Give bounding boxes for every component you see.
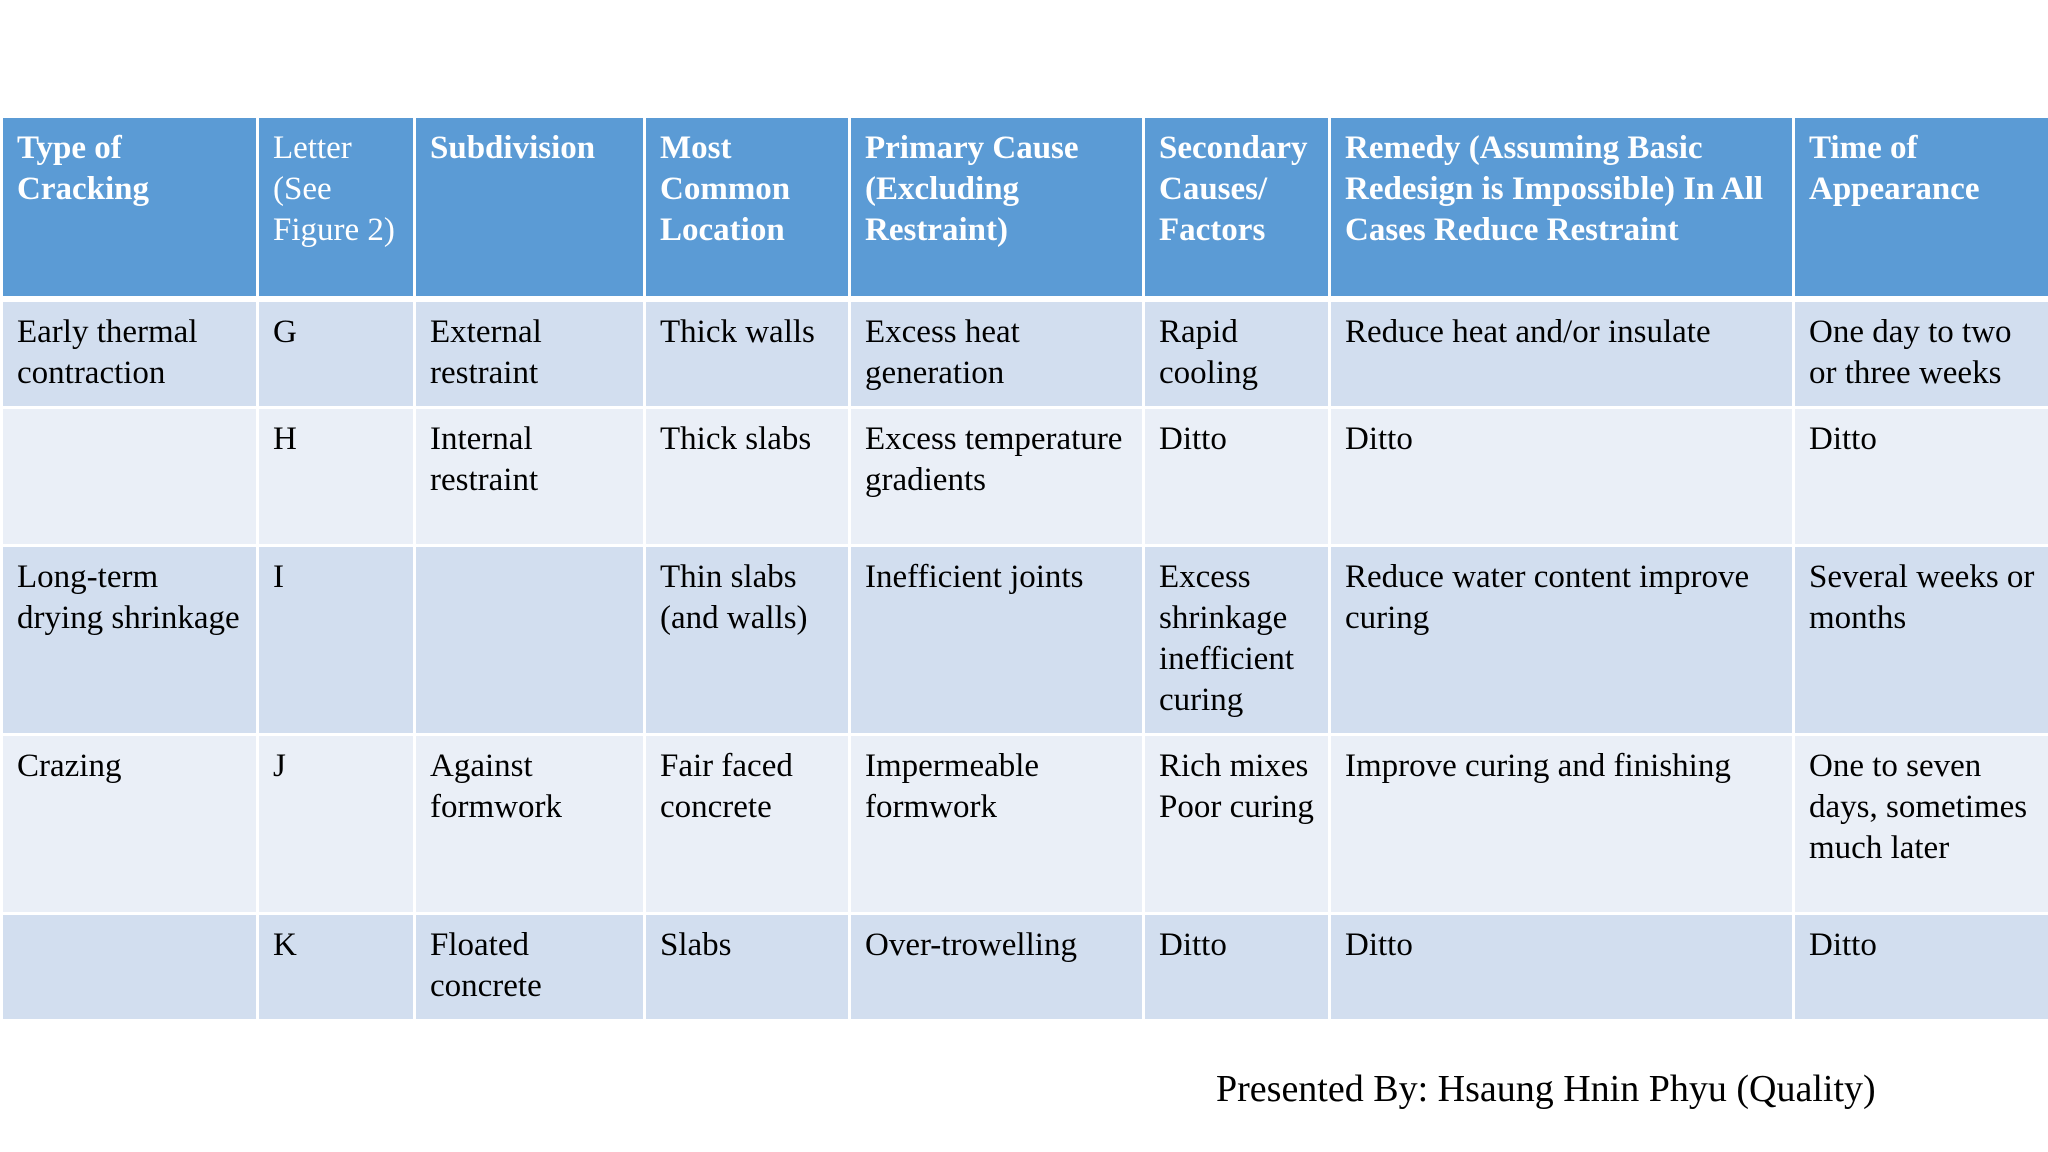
header-most-common-location: Most Common Location [645, 117, 850, 300]
cell-type: Crazing [2, 735, 258, 914]
cell-secondary-causes: Ditto [1144, 914, 1330, 1021]
cell-time: Ditto [1794, 408, 2048, 546]
cell-secondary-causes: Ditto [1144, 408, 1330, 546]
cell-primary-cause: Over-trowelling [850, 914, 1144, 1021]
cell-time: Ditto [1794, 914, 2048, 1021]
cell-location: Thin slabs (and walls) [645, 546, 850, 735]
cell-location: Thick slabs [645, 408, 850, 546]
cell-location: Thick walls [645, 299, 850, 408]
header-primary-cause: Primary Cause (Excluding Restraint) [850, 117, 1144, 300]
cell-subdivision: Floated concrete [415, 914, 645, 1021]
cell-primary-cause: Inefficient joints [850, 546, 1144, 735]
cell-primary-cause: Impermeable formwork [850, 735, 1144, 914]
header-time-of-appearance: Time of Appearance [1794, 117, 2048, 300]
cell-type [2, 408, 258, 546]
cell-time: Several weeks or months [1794, 546, 2048, 735]
cell-secondary-causes: Rich mixes Poor curing [1144, 735, 1330, 914]
table-row [2, 546, 2048, 735]
cell-location: Slabs [645, 914, 850, 1021]
cell-time: One to seven days, sometimes much later [1794, 735, 2048, 914]
cell-remedy: Ditto [1330, 914, 1794, 1021]
header-letter: Letter (See Figure 2) [258, 117, 415, 300]
cell-remedy: Reduce water content improve curing [1330, 546, 1794, 735]
cell-letter: G [258, 299, 415, 408]
header-subdivision: Subdivision [415, 117, 645, 300]
cell-location: Fair faced concrete [645, 735, 850, 914]
table-row [2, 735, 2048, 914]
cell-type [2, 914, 258, 1021]
cell-secondary-causes: Excess shrinkage inefficient curing [1144, 546, 1330, 735]
presenter-credit: Presented By: Hsaung Hnin Phyu (Quality) [1216, 1068, 1876, 1110]
cell-primary-cause: Excess temperature gradients [850, 408, 1144, 546]
cell-letter: K [258, 914, 415, 1021]
cell-subdivision: Against formwork [415, 735, 645, 914]
header-type-of-cracking: Type of Cracking [2, 117, 258, 300]
cell-primary-cause: Excess heat generation [850, 299, 1144, 408]
cell-letter: J [258, 735, 415, 914]
header-remedy: Remedy (Assuming Basic Redesign is Impossible) In All Cases Reduce Restraint [1330, 117, 1794, 300]
table-header-row [2, 117, 2048, 300]
cell-subdivision: External restraint [415, 299, 645, 408]
table-row [2, 408, 2048, 546]
cell-remedy: Reduce heat and/or insulate [1330, 299, 1794, 408]
cell-time: One day to two or three weeks [1794, 299, 2048, 408]
cell-type: Early thermal contraction [2, 299, 258, 408]
table-row [2, 914, 2048, 1021]
cell-subdivision: Internal restraint [415, 408, 645, 546]
cracking-table [0, 115, 2048, 1022]
cell-letter: I [258, 546, 415, 735]
cell-remedy: Ditto [1330, 408, 1794, 546]
cell-type: Long-term drying shrinkage [2, 546, 258, 735]
cell-secondary-causes: Rapid cooling [1144, 299, 1330, 408]
cell-letter: H [258, 408, 415, 546]
cell-remedy: Improve curing and finishing [1330, 735, 1794, 914]
cell-subdivision [415, 546, 645, 735]
table-row [2, 299, 2048, 408]
header-secondary-causes: Secondary Causes/ Factors [1144, 117, 1330, 300]
